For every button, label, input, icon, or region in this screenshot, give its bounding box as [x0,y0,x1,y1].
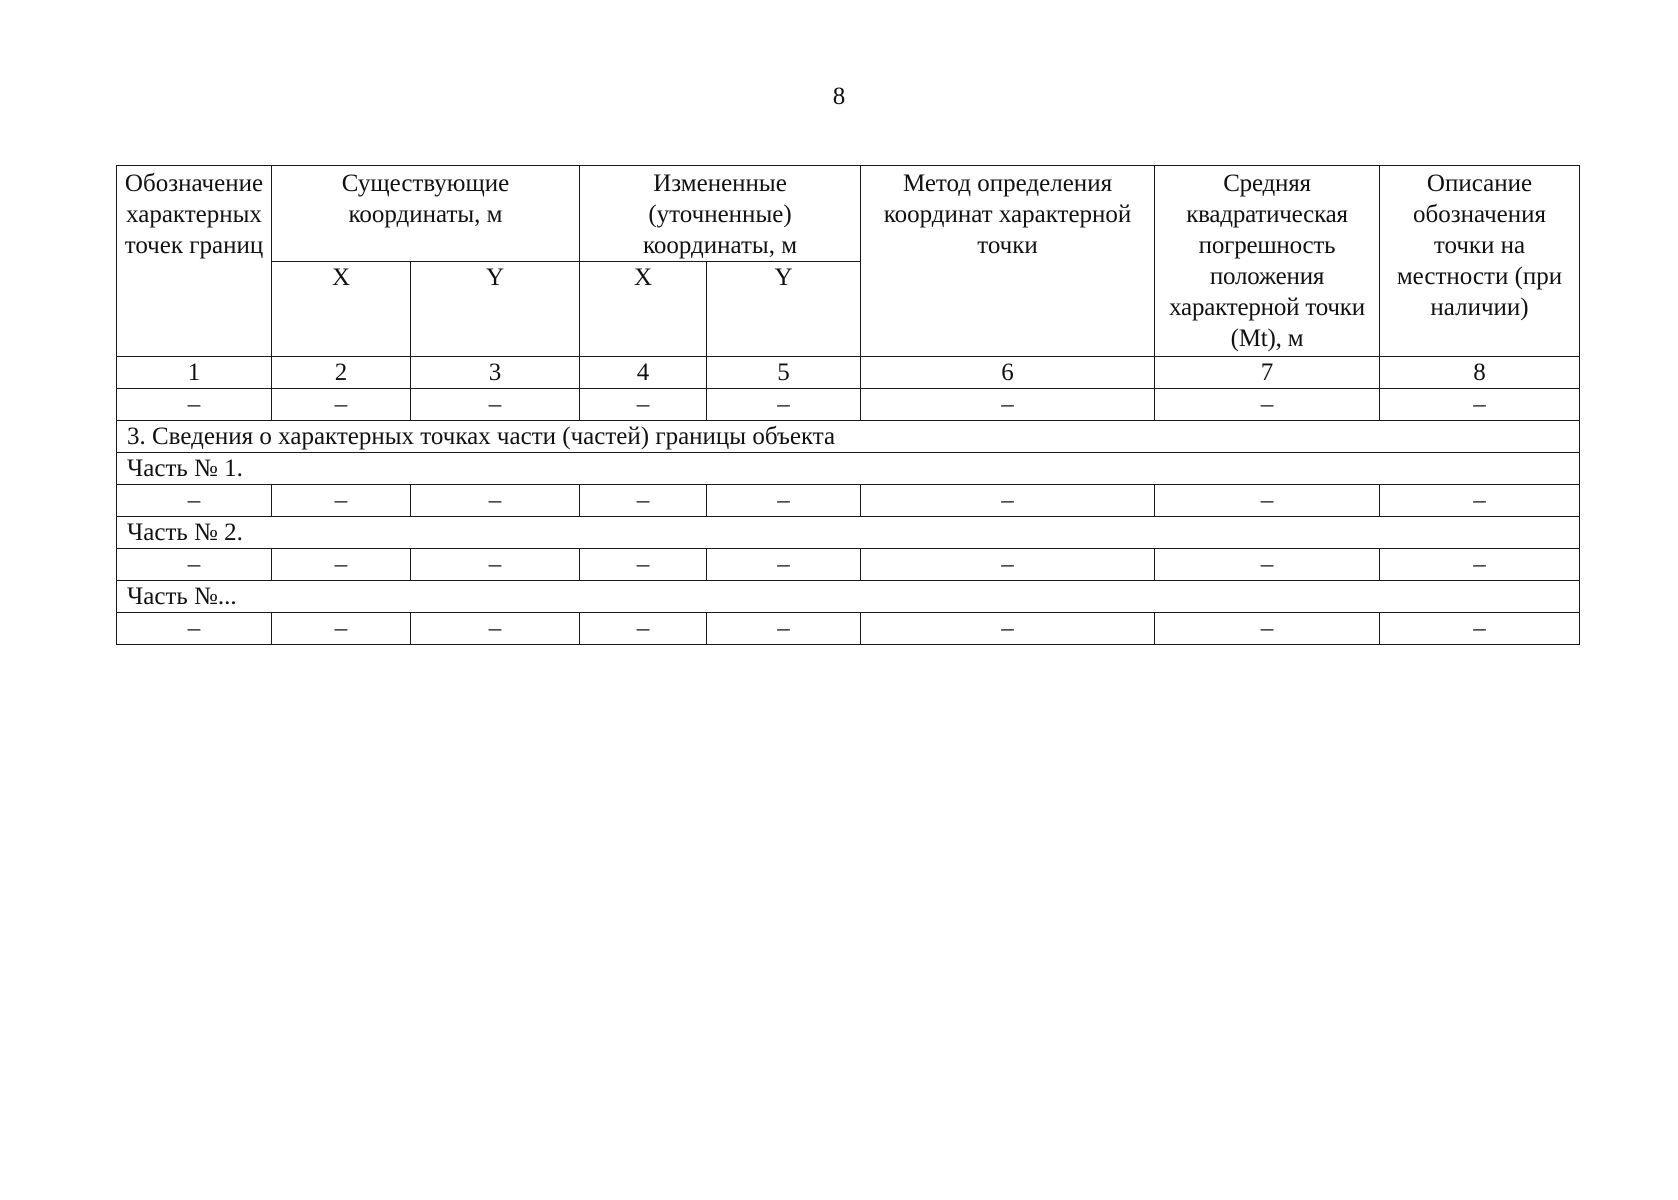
dash-cell: – [117,389,272,421]
dash-cell: – [580,613,707,645]
header-x-changed: X [580,262,707,357]
header-y-changed: Y [707,262,861,357]
column-number: 5 [707,357,861,389]
header-method: Метод определения координат характерной точки [861,166,1155,357]
dash-cell: – [272,613,411,645]
header-y-existing: Y [411,262,580,357]
dash-cell: – [272,485,411,517]
column-number: 6 [861,357,1155,389]
dash-cell: – [117,613,272,645]
dash-cell: – [707,549,861,581]
dash-cell: – [1155,613,1380,645]
section-title: 3. Сведения о характерных точках части (частей) границы объекта [117,421,1580,453]
table-row [117,389,1580,421]
dash-cell: – [1380,549,1580,581]
dash-cell: – [861,613,1155,645]
dash-cell: – [411,549,580,581]
boundary-points-table [116,165,1580,645]
header-description: Описание обозначения точки на местности (при наличии) [1380,166,1580,357]
dash-cell: – [1380,613,1580,645]
column-number-row [117,357,1580,389]
dash-cell: – [411,485,580,517]
part-label: Часть № 2. [117,517,1580,549]
dash-cell: – [707,389,861,421]
dash-cell: – [861,389,1155,421]
dash-cell: – [1380,485,1580,517]
column-number: 7 [1155,357,1380,389]
part-row [117,517,1580,549]
table-row [117,485,1580,517]
dash-cell: – [1155,549,1380,581]
table-row [117,613,1580,645]
part-label: Часть №... [117,581,1580,613]
header-point-designation: Обозначение характерных точек границ [117,166,272,357]
page-number: 8 [832,83,846,110]
dash-cell: – [272,389,411,421]
column-number: 2 [272,357,411,389]
dash-cell: – [1155,485,1380,517]
dash-cell: – [272,549,411,581]
column-number: 8 [1380,357,1580,389]
dash-cell: – [580,549,707,581]
table-row [117,549,1580,581]
dash-cell: – [1155,389,1380,421]
header-existing-coordinates: Существующие координаты, м [272,166,580,262]
part-row [117,581,1580,613]
header-mean-square-error: Средняя квадратическая погрешность положения характерной точки (Mt), м [1155,166,1380,357]
dash-cell: – [117,485,272,517]
column-number: 1 [117,357,272,389]
dash-cell: – [1380,389,1580,421]
dash-cell: – [411,613,580,645]
column-number: 3 [411,357,580,389]
dash-cell: – [411,389,580,421]
part-label: Часть № 1. [117,453,1580,485]
dash-cell: – [580,485,707,517]
section-title-row [117,421,1580,453]
part-row [117,453,1580,485]
dash-cell: – [861,549,1155,581]
header-x-existing: X [272,262,411,357]
column-number: 4 [580,357,707,389]
dash-cell: – [580,389,707,421]
dash-cell: – [707,613,861,645]
dash-cell: – [117,549,272,581]
dash-cell: – [707,485,861,517]
header-changed-coordinates: Измененные (уточненные) координаты, м [580,166,861,262]
dash-cell: – [861,485,1155,517]
header-row [117,166,1580,262]
